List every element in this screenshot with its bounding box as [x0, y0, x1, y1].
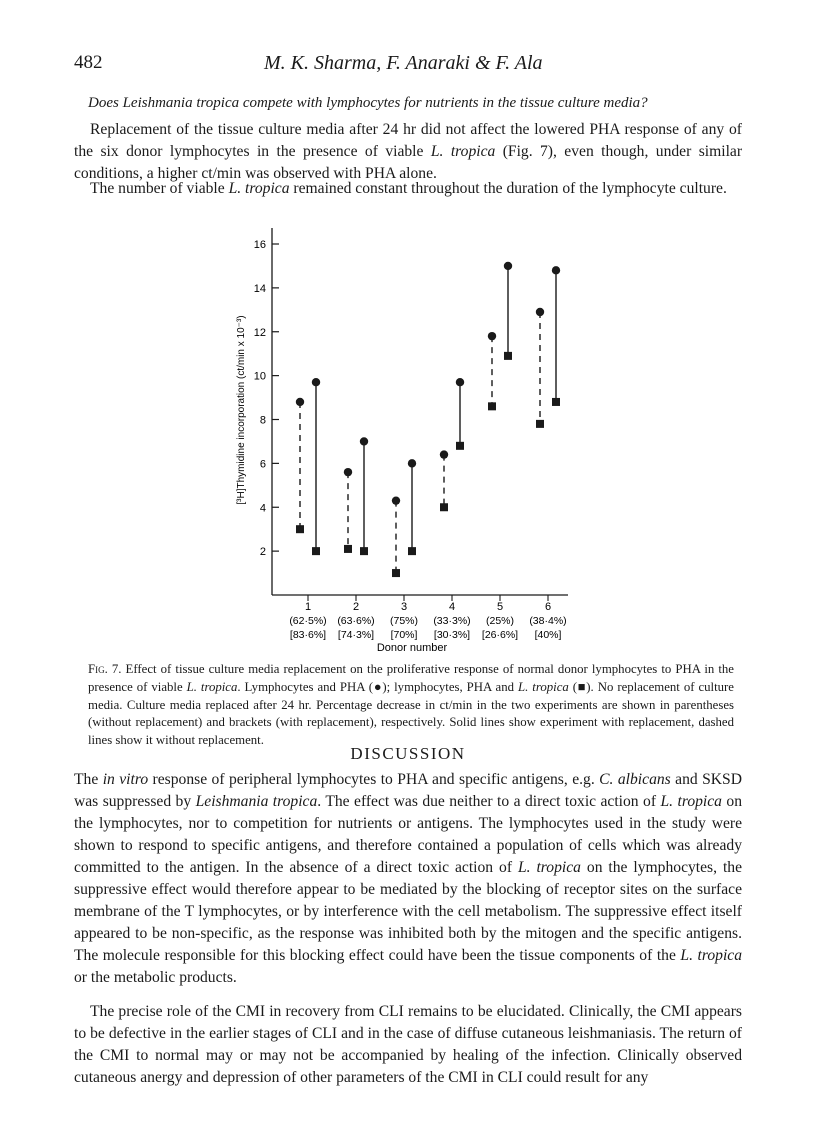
subsection-title: Does Leishmania tropica compete with lymphocytes for nutrients in the tissue culture media? — [88, 95, 648, 111]
y-tick-label: 4 — [259, 502, 266, 515]
pct-with-replacement: [26·6%] — [481, 629, 519, 641]
pct-without-replacement: (63·6%) — [337, 615, 375, 627]
point-pha-donor-6 — [536, 308, 544, 316]
x-tick-label-donor: 3 — [400, 601, 408, 613]
x-labels — [289, 595, 566, 641]
x-tick-label-donor: 6 — [544, 601, 552, 613]
pct-with-replacement: [70%] — [390, 629, 418, 641]
point-pha-donor-4 — [456, 378, 464, 386]
point-pha-l-tropica-donor-2 — [344, 545, 352, 553]
x-axis-label: Donor number — [376, 642, 448, 654]
pct-with-replacement: [74·3%] — [337, 629, 375, 641]
point-pha-donor-2 — [360, 437, 368, 445]
y-tick-label: 16 — [253, 239, 266, 251]
page-header — [74, 52, 744, 82]
point-pha-l-tropica-donor-3 — [408, 547, 416, 555]
page-number: 482 — [74, 52, 103, 73]
pct-without-replacement: (33·3%) — [433, 615, 471, 627]
point-pha-l-tropica-donor-1 — [296, 525, 304, 533]
point-pha-l-tropica-donor-5 — [504, 352, 512, 360]
point-pha-l-tropica-donor-5 — [488, 402, 496, 410]
point-pha-l-tropica-donor-6 — [552, 398, 560, 406]
point-pha-l-tropica-donor-4 — [456, 442, 464, 450]
x-tick-label-donor: 5 — [496, 601, 504, 613]
point-pha-donor-1 — [296, 398, 304, 406]
discussion-paragraph-1: The in vitro response of peripheral lymphocytes to PHA and specific antigens, e.g. C. albicans and SKSD was suppressed by Leishmania tropica. The effect was due neither to a direct toxic action of L. tropica on the lymphocytes, nor to competition for nutrients or antigens. The lymphocytes used in the study were shown to respond to specific antigens, and therefore contained a population of cells which was already committed to the antigen. In the absence of a direct toxic action of L. tropica on the lymphocytes, the suppressive effect would therefore appear to be mediated by the blocking of receptor sites on the surface membrane of the T lymphocytes, or by interference with the cell metabolism. The suppressive effect itself appeared to be non-specific, as the response was inhibited both by the mitogen and the specific antigens. The molecule responsible for this blocking effect could have been the tissue components of the L. tropica or the metabolic products. — [74, 771, 742, 986]
point-pha-donor-1 — [312, 378, 320, 386]
pct-with-replacement: [40%] — [534, 629, 562, 641]
point-pha-l-tropica-donor-3 — [392, 569, 400, 577]
point-pha-l-tropica-donor-2 — [360, 547, 368, 555]
y-ticks — [254, 239, 279, 558]
point-pha-donor-5 — [504, 262, 512, 270]
paragraph-2: The number of viable L. tropica remained constant throughout the duration of the lymphocyte culture. — [90, 180, 727, 197]
running-title: M. K. Sharma, F. Anaraki & F. Ala — [264, 52, 543, 74]
point-pha-donor-3 — [392, 496, 400, 504]
pct-without-replacement: (62·5%) — [289, 615, 327, 627]
y-tick-label: 14 — [253, 282, 266, 295]
data-marks — [296, 262, 560, 577]
pct-without-replacement: (25%) — [485, 615, 515, 627]
point-pha-l-tropica-donor-1 — [312, 547, 320, 555]
point-pha-l-tropica-donor-6 — [536, 420, 544, 428]
y-tick-label: 10 — [253, 370, 266, 383]
point-pha-l-tropica-donor-4 — [440, 503, 448, 511]
pct-with-replacement: [30·3%] — [433, 629, 471, 641]
y-tick-label: 8 — [259, 414, 266, 427]
point-pha-donor-2 — [344, 468, 352, 476]
y-tick-label: 6 — [259, 458, 266, 471]
pct-without-replacement: (38·4%) — [529, 615, 567, 627]
x-tick-label-donor: 4 — [448, 601, 456, 613]
paragraph-1: Replacement of the tissue culture media after 24 hr did not affect the lowered PHA response of any of the six donor lymphocytes in the presence of viable L. tropica (Fig. 7), even though, under similar conditions, a higher ct/min was observed with PHA alone. — [74, 121, 743, 182]
figure-7-chart — [222, 210, 602, 660]
x-tick-label-donor: 2 — [352, 601, 360, 613]
point-pha-donor-3 — [408, 459, 416, 467]
point-pha-donor-5 — [488, 332, 496, 340]
figure-caption: Fig. 7. Effect of tissue culture media replacement on the proliferative response of normal donor lymphocytes to PHA in the presence of viable L. tropica. Lymphocytes and PHA (●); lymphocytes, PHA and L. tropica (■). No replacement of culture media. Culture media replaced after 24 hr. Percentage decrease in ct/min in the two experiments are shown in parentheses (without replacement) and brackets (with replacement), respectively. Solid lines show experiment with replacement, dashed lines show it without replacement. — [88, 662, 734, 748]
discussion-paragraph-2: The precise role of the CMI in recovery from CLI remains to be elucidated. Clinically, the CMI appears to be defective in the earlier stages of CLI and in the case of diffuse cutaneous leishmaniasis. The return of the CMI to normal may or may not be accompanied by healing of the infection. Clinically observed cutaneous anergy and depression of other parameters of the CMI in CLI could result for any — [74, 1003, 742, 1086]
point-pha-donor-6 — [552, 266, 560, 274]
pct-without-replacement: (75%) — [389, 615, 419, 627]
y-axis-label: [³H]Thymidine incorporation (ct/min x 10⁻³) — [236, 315, 247, 505]
section-heading-discussion: DISCUSSION — [350, 744, 466, 763]
point-pha-donor-4 — [440, 450, 448, 458]
x-tick-label-donor: 1 — [304, 601, 312, 613]
pct-with-replacement: [83·6%] — [289, 629, 327, 641]
chart-svg — [222, 210, 602, 660]
y-tick-label: 2 — [259, 546, 266, 559]
y-tick-label: 12 — [253, 326, 266, 339]
